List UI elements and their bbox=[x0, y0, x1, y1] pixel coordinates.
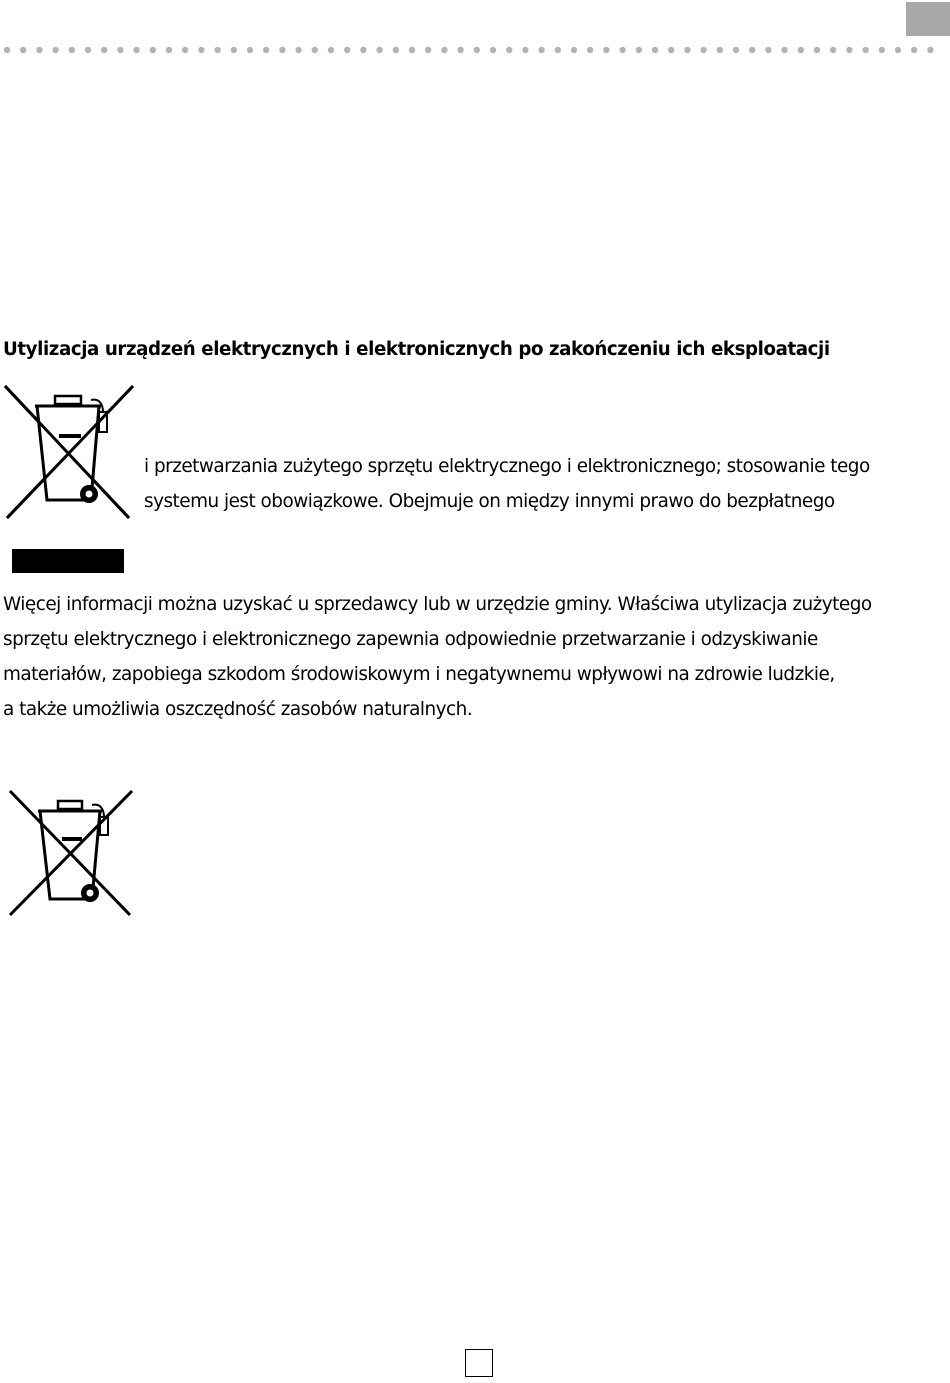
divider-dot bbox=[522, 47, 528, 53]
divider-dot bbox=[20, 47, 26, 53]
divider-dot bbox=[4, 47, 10, 53]
divider-dot bbox=[231, 47, 237, 53]
icon-side-text bbox=[144, 449, 870, 519]
divider-dot bbox=[717, 47, 723, 53]
divider-dot bbox=[166, 47, 172, 53]
divider-dot bbox=[911, 47, 917, 53]
divider-dot bbox=[668, 47, 674, 53]
divider-dot bbox=[603, 47, 609, 53]
paragraph-line: a także umożliwia oszczędność zasobów naturalnych. bbox=[3, 699, 473, 720]
side-text-line: systemu jest obowiązkowe. Obejmuje on między innymi prawo do bezpłatnego bbox=[144, 491, 835, 512]
divider-dot bbox=[214, 47, 220, 53]
divider-dot bbox=[749, 47, 755, 53]
divider-dot bbox=[879, 47, 885, 53]
divider-dot bbox=[344, 47, 350, 53]
divider-dot bbox=[652, 47, 658, 53]
divider-dot bbox=[830, 47, 836, 53]
divider-dot bbox=[117, 47, 123, 53]
divider-dot bbox=[846, 47, 852, 53]
divider-dot bbox=[69, 47, 75, 53]
divider-dot bbox=[85, 47, 91, 53]
divider-dot bbox=[133, 47, 139, 53]
divider-dot bbox=[360, 47, 366, 53]
divider-dot bbox=[457, 47, 463, 53]
divider-dot bbox=[781, 47, 787, 53]
dotted-divider bbox=[0, 43, 950, 57]
divider-dot bbox=[490, 47, 496, 53]
divider-dot bbox=[279, 47, 285, 53]
paragraph-line: materiałów, zapobiega szkodom środowiskowym i negatywnemu wpływowi na zdrowie ludzkie, bbox=[3, 664, 835, 685]
divider-dot bbox=[798, 47, 804, 53]
divider-dot bbox=[765, 47, 771, 53]
divider-dot bbox=[150, 47, 156, 53]
divider-dot bbox=[700, 47, 706, 53]
divider-dot bbox=[441, 47, 447, 53]
section-heading: Utylizacja urządzeń elektrycznych i elektronicznych po zakończeniu ich eksploatacji bbox=[3, 339, 830, 360]
divider-dot bbox=[506, 47, 512, 53]
divider-dot bbox=[538, 47, 544, 53]
divider-dot bbox=[101, 47, 107, 53]
info-paragraph bbox=[3, 587, 872, 727]
divider-dot bbox=[474, 47, 480, 53]
divider-dot bbox=[376, 47, 382, 53]
divider-dot bbox=[409, 47, 415, 53]
divider-dot bbox=[198, 47, 204, 53]
divider-dot bbox=[587, 47, 593, 53]
divider-dot bbox=[393, 47, 399, 53]
divider-dot bbox=[36, 47, 42, 53]
divider-dot bbox=[425, 47, 431, 53]
divider-dot bbox=[263, 47, 269, 53]
divider-dot bbox=[52, 47, 58, 53]
divider-dot bbox=[733, 47, 739, 53]
page-number-box bbox=[465, 1349, 493, 1377]
paragraph-line: Więcej informacji można uzyskać u sprzedawcy lub w urzędzie gminy. Właściwa utylizacja zużytego bbox=[3, 594, 872, 615]
crossed-out-wheelie-bin-icon bbox=[8, 789, 134, 917]
paragraph-line: sprzętu elektrycznego i elektronicznego zapewnia odpowiednie przetwarzanie i odzyskiwanie bbox=[3, 629, 818, 650]
divider-dot bbox=[895, 47, 901, 53]
divider-dot bbox=[328, 47, 334, 53]
section-tab-marker bbox=[906, 2, 950, 36]
divider-dot bbox=[555, 47, 561, 53]
crossed-out-wheelie-bin-icon bbox=[3, 384, 135, 520]
divider-dot bbox=[571, 47, 577, 53]
divider-dot bbox=[247, 47, 253, 53]
divider-dot bbox=[684, 47, 690, 53]
divider-dot bbox=[814, 47, 820, 53]
divider-dot bbox=[182, 47, 188, 53]
divider-dot bbox=[312, 47, 318, 53]
divider-dot bbox=[862, 47, 868, 53]
black-label-bar bbox=[12, 549, 124, 573]
divider-dot bbox=[927, 47, 933, 53]
divider-dot bbox=[619, 47, 625, 53]
divider-dot bbox=[295, 47, 301, 53]
divider-dot bbox=[636, 47, 642, 53]
side-text-line: i przetwarzania zużytego sprzętu elektrycznego i elektronicznego; stosowanie tego bbox=[144, 456, 870, 477]
